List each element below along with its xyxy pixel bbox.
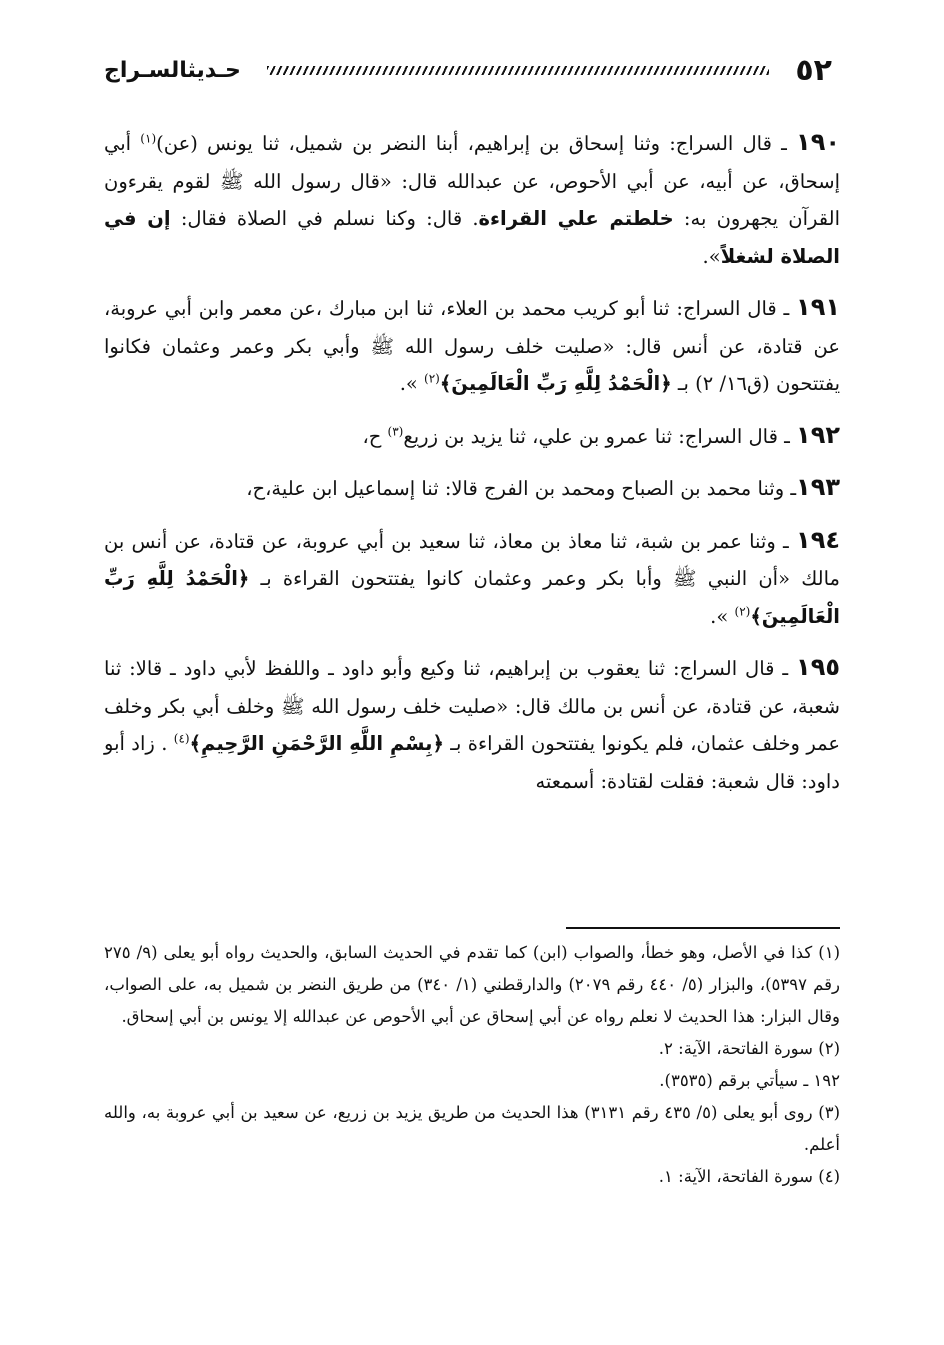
- hadith-text: ».: [399, 372, 425, 395]
- footnote-3: (٣) روى أبو يعلى (٥/ ٤٣٥ رقم ٣١٣١) هذا الحديث من طريق يزيد بن زريع، عن سعيد بن أبي عروبة به، والله أعلم.: [104, 1103, 840, 1154]
- quran-verse: ﴿الْحَمْدُ لِلَّهِ رَبِّ الْعَالَمِينَ﴾: [439, 372, 672, 395]
- quran-verse: ﴿الْحَمْدُ لِلَّهِ رَبِّ الْعَالَمِينَ﴾: [104, 567, 840, 628]
- hadith-text: ».: [702, 244, 721, 268]
- hadith-192: [104, 417, 840, 456]
- footnote-1: (١) كذا في الأصل، وهو خطأ، والصواب (ابن) كما تقدم في الحديث السابق، والحديث رواه أبو يعلى (٩/ ٢٧٥ رقم ٥٣٩٧)، والبزار (٥/ ٤٤٠ رقم ٢٠٧٩) والدارقطني (١/ ٣٤٠) من طريق النضر بن شميل به، على الصواب، وقال البزار: هذا الحديث لا نعلم رواه عن أبي إسحاق عن أبي الأحوص عن عبدالله إلا يونس بن أبي إسحاق.: [104, 943, 840, 1026]
- footnote-ref: (٤): [173, 731, 190, 746]
- hadith-text: ـ قال السراج: وثنا إسحاق بن إبراهيم، أبنا النضر بن شميل، ثنا يونس (عن): [156, 132, 797, 155]
- main-text: [104, 124, 840, 814]
- prophetic-quote: خلطتم علي القراءة: [478, 207, 674, 230]
- hadith-text: ح،: [362, 424, 388, 448]
- hadith-text: . زاد أبو داود: قال شعبة: فقلت لقتادة: أسمعته: [104, 732, 840, 793]
- hadith-number: ١٩٣: [796, 473, 840, 501]
- hadith-195: [104, 649, 840, 800]
- hadith-number: ١٩٤: [796, 525, 840, 554]
- page-number: ٥٢: [795, 52, 832, 88]
- running-title: حـديثالسـراج: [104, 57, 241, 83]
- footnote-2: (٢) سورة الفاتحة، الآية: ٢.: [658, 1039, 840, 1058]
- page-header: [104, 50, 832, 90]
- header-ornament-rule: [267, 66, 770, 75]
- footnote-ref: (٣): [387, 424, 404, 438]
- prophetic-quote: إن في الصلاة لشغلاً: [104, 207, 840, 268]
- hadith-text: ـ قال السراج: ثنا يعقوب بن إبراهيم، ثنا وكيع وأبو داود ـ واللفظ لأبي داود ـ قالا: ثنا شعبة، عن قتادة، عن أنس بن مالك قال: «صليت خلف رسول الله ﷺ وخلف أبي بكر وخلف عمر وخلف عثمان، فلم يكونوا يفتتحون القراءة بـ: [104, 657, 840, 755]
- footnotes: [104, 937, 840, 1193]
- hadith-text: ـ قال السراج: ثنا أبو كريب محمد بن العلاء، ثنا ابن مبارك ،عن معمر وابن أبي عروبة، عن قتادة، عن أنس قال: «صليت خلف رسول الله ﷺ وأبي بكر وعمر وعثمان فكانوا يفتتحون (ق١٦/ ٢) بـ: [104, 297, 840, 395]
- hadith-text: ـ وثنا عمر بن شبة، ثنا معاذ بن معاذ، ثنا سعيد بن أبي عروبة، عن قتادة، عن أنس بن مالك «أن النبي ﷺ وأبا بكر وعمر وعثمان كانوا يفتتحون القراءة بـ: [104, 529, 840, 590]
- footnote-ref: (٢): [424, 371, 440, 386]
- hadith-text: ».: [710, 604, 735, 628]
- footnote-note-192: ١٩٢ ـ سيأتي برقم (٣٥٣٥).: [659, 1071, 840, 1090]
- hadith-number: ١٩٠: [796, 128, 840, 156]
- footnote-ref: (١): [140, 131, 157, 146]
- hadith-191: [104, 289, 840, 403]
- hadith-text: ـ وثنا محمد بن الصباح ومحمد بن الفرج قالا: ثنا إسماعيل ابن علية،ح،: [246, 477, 797, 500]
- hadith-number: ١٩١: [796, 293, 840, 321]
- hadith-text: أبي إسحاق، عن أبيه، عن أبي الأحوص، عن عبدالله قال: «قال رسول الله ﷺ لقوم يقرءون القرآن يجهرون به:: [104, 132, 840, 230]
- hadith-number: ١٩٢: [796, 420, 840, 449]
- hadith-text: ـ قال السراج: ثنا عمرو بن علي، ثنا يزيد بن زريع: [403, 424, 797, 448]
- hadith-190: [104, 124, 840, 275]
- hadith-number: ١٩٥: [796, 653, 840, 681]
- footnote-separator: [566, 927, 840, 929]
- quran-verse: ﴿بِسْمِ اللَّهِ الرَّحْمَنِ الرَّحِيمِ﴾: [189, 732, 444, 755]
- footnote-ref: (٢): [734, 604, 751, 618]
- hadith-text: . قال: وكنا نسلم في الصلاة فقال:: [170, 207, 479, 230]
- footnote-4: (٤) سورة الفاتحة، الآية: ١.: [658, 1167, 840, 1186]
- hadith-193: [104, 469, 840, 508]
- hadith-194: [104, 522, 840, 636]
